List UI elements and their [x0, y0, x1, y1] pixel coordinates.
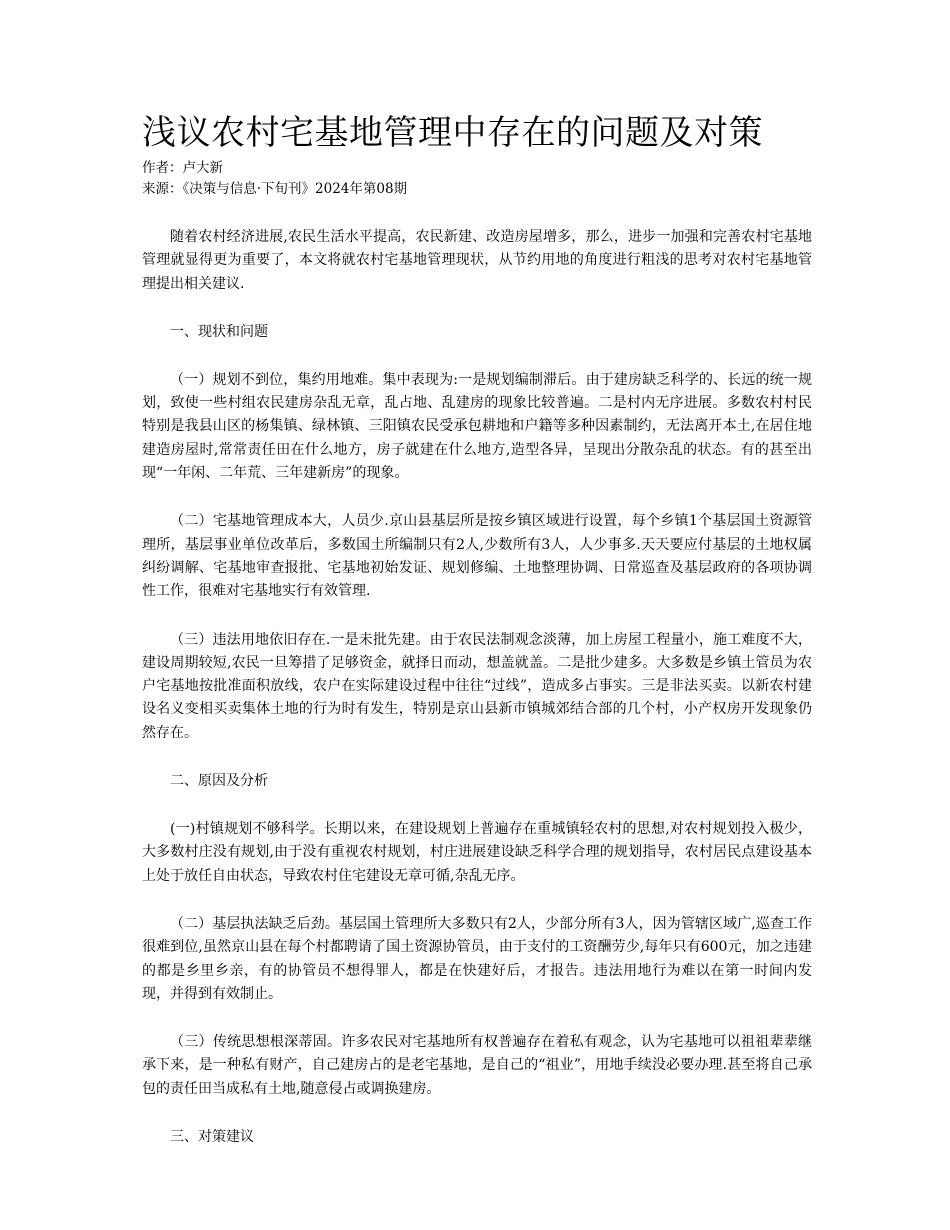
section-heading: 一、现状和问题: [170, 323, 268, 340]
body-paragraph: (一)村镇规划不够科学。长期以来，在建设规划上普遍存在重城镇轻农村的思想,对农村规划投入极少，大多数村庄没有规划,由于没有重视农村规划，村庄进展建设缺乏科学合理的规划指导，农村居民点建设基本上处于放任自由状态，导致农村住宅建设无章可循,杂乱无序。: [142, 821, 812, 884]
section-heading: 三、对策建议: [170, 1129, 254, 1146]
article-author: 作者：卢大新: [142, 160, 223, 176]
article-title: 浅议农村宅基地管理中存在的问题及对策: [142, 113, 763, 153]
body-paragraph: （三）传统思想根深蒂固。许多农民对宅基地所有权普遍存在着私有观念，认为宅基地可以祖祖辈辈继承下来，是一种私有财产，自己建房占的是老宅基地，是自己的“祖业”，用地手续没必要办理.甚至将自己承包的责任田当成私有土地,随意侵占或调换建房。: [142, 1034, 812, 1097]
article: [142, 108, 812, 1174]
body-paragraph: （三）违法用地依旧存在.一是未批先建。由于农民法制观念淡薄，加上房屋工程量小，施工难度不大，建设周期较短,农民一旦筹措了足够资金，就择日而动，想盖就盖。二是批少建多。大多数是乡镇土管员为农户宅基地按批准面积放线，农户在实际建设过程中往往“过线”，造成多占事实。三是非法买卖。以新农村建设名义变相买卖集体土地的行为时有发生，特别是京山县新市镇城郊结合部的几个村，小产权房开发现象仍然存在。: [142, 631, 812, 741]
article-source: 来源：《决策与信息·下旬刊》2024年第08期: [142, 181, 408, 197]
body-paragraph: （一）规划不到位，集约用地难。集中表现为:一是规划编制滞后。由于建房缺乏科学的、长远的统一规划，致使一些村组农民建房杂乱无章，乱占地、乱建房的现象比较普遍。二是村内无序进展。多数农村村民特别是我县山区的杨集镇、绿林镇、三阳镇农民受承包耕地和户籍等多种因素制约，无法离开本土,在居住地建造房屋时,常常责任田在什么地方，房子就建在什么地方,造型各异，呈现出分散杂乱的状态。有的甚至出现“一年闲、二年荒、三年建新房”的现象。: [142, 371, 812, 482]
body-paragraph: （二）宅基地管理成本大，人员少.京山县基层所是按乡镇区域进行设置，每个乡镇1个基层国土资源管理所，基层事业单位改革后，多数国土所编制只有2人,少数所有3人，人少事多.天天要应付基层的土地权属纠纷调解、宅基地审查报批、宅基地初始发证、规划修编、土地整理协调、日常巡查及基层政府的各项协调性工作，很难对宅基地实行有效管理.: [142, 513, 812, 600]
article-body: [142, 226, 812, 1149]
section-heading: 二、原因及分析: [170, 773, 268, 790]
intro-paragraph: 随着农村经济进展,农民生活水平提高，农民新建、改造房屋增多，那么，进步一加强和完善农村宅基地管理就显得更为重要了，本文将就农村宅基地管理现状，从节约用地的角度进行粗浅的思考对农村宅基地管理提出相关建议.: [142, 229, 812, 292]
body-paragraph: （二）基层执法缺乏后劲。基层国土管理所大多数只有2人，少部分所有3人，因为管辖区域广,巡查工作很难到位,虽然京山县在每个村都聘请了国土资源协管员，由于支付的工资酬劳少,每年只有600元，加之违建的都是乡里乡亲，有的协管员不想得罪人，都是在快建好后，才报告。违法用地行为难以在第一时间内发现，并得到有效制止。: [142, 915, 812, 1002]
